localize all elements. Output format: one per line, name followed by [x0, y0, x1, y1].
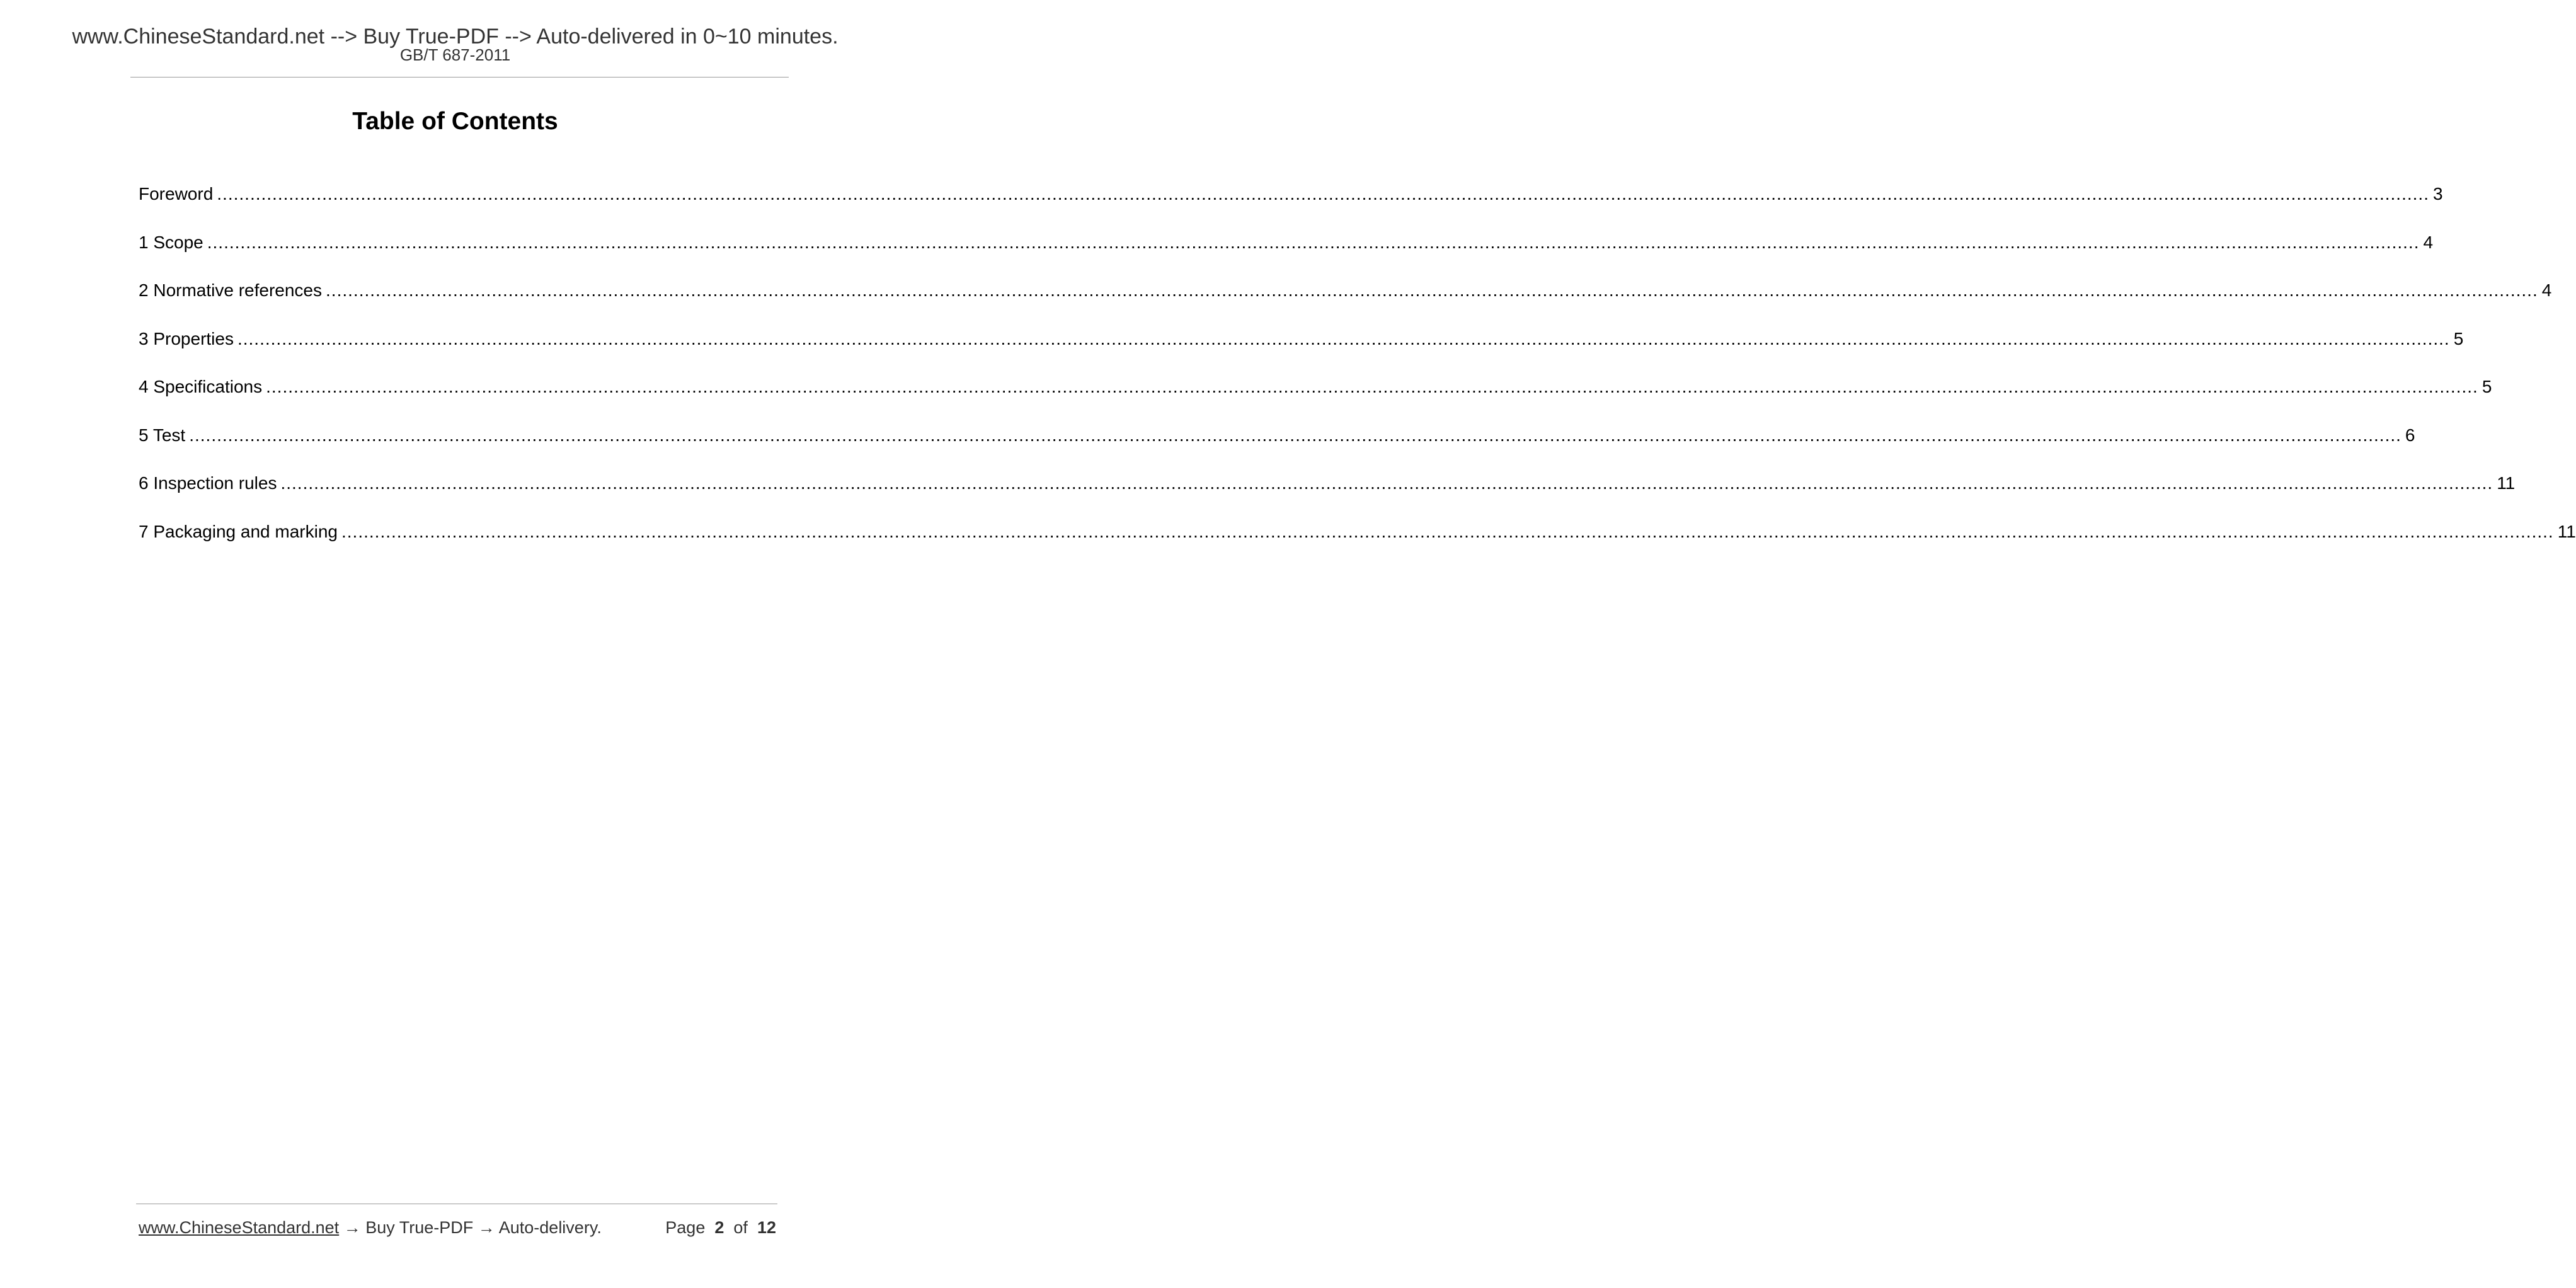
- toc-entry-page: 11: [2497, 473, 2516, 493]
- toc-dot-leader: ................................................................................................................................................................................................................................................................................................................................................................................................................: [280, 473, 2493, 493]
- toc-dot-leader: ................................................................................................................................................................................................................................................................................................................................................................................................................: [217, 184, 2429, 204]
- toc-entry-scope[interactable]: [139, 230, 2434, 279]
- toc-entry-packaging-and-marking[interactable]: [139, 519, 2576, 568]
- toc-dot-leader: ................................................................................................................................................................................................................................................................................................................................................................................................................: [189, 425, 2401, 445]
- toc-entry-page: 5: [2482, 377, 2492, 396]
- toc-entry-test[interactable]: [139, 423, 2415, 471]
- toc-entry-page: 5: [2453, 328, 2464, 348]
- of-word: of: [733, 1218, 748, 1237]
- toc-dot-leader: ................................................................................................................................................................................................................................................................................................................................................................................................................: [341, 521, 2554, 541]
- toc-entry-label: 1 Scope: [139, 232, 203, 252]
- toc-dot-leader: ................................................................................................................................................................................................................................................................................................................................................................................................................: [237, 328, 2450, 348]
- footer-site-link[interactable]: www.ChineseStandard.net: [139, 1218, 340, 1237]
- toc-title: Table of Contents: [352, 108, 558, 135]
- toc-entry-label: 4 Specifications: [139, 377, 263, 396]
- toc-entry-properties[interactable]: [139, 326, 2464, 375]
- document-code: GB/T 687-2011: [399, 45, 511, 64]
- toc-entry-inspection-rules[interactable]: [139, 471, 2516, 519]
- toc-entry-page: 4: [2541, 280, 2552, 300]
- total-page-count: 12: [757, 1218, 776, 1237]
- toc-list: [139, 181, 2576, 567]
- page-number-indicator: [665, 1215, 776, 1240]
- toc-entry-label: Foreword: [139, 184, 214, 204]
- header-divider: [130, 77, 789, 78]
- footer-promo: [139, 1215, 602, 1240]
- toc-entry-page: 6: [2405, 425, 2415, 445]
- toc-dot-leader: ................................................................................................................................................................................................................................................................................................................................................................................................................: [207, 232, 2420, 252]
- toc-entry-page: 11: [2557, 521, 2576, 541]
- toc-entry-page: 3: [2432, 184, 2443, 204]
- current-page-number: 2: [714, 1218, 724, 1237]
- top-banner: www.ChineseStandard.net --> Buy True-PDF --> Auto-delivered in 0~10 minutes.: [72, 25, 839, 49]
- toc-entry-label: 2 Normative references: [139, 280, 323, 300]
- toc-dot-leader: ................................................................................................................................................................................................................................................................................................................................................................................................................: [266, 377, 2478, 396]
- toc-entry-page: 4: [2423, 232, 2434, 252]
- toc-entry-label: 6 Inspection rules: [139, 473, 277, 493]
- page-word: Page: [665, 1218, 706, 1237]
- toc-entry-label: 3 Properties: [139, 328, 234, 348]
- page-footer: [139, 1215, 776, 1240]
- toc-entry-label: 7 Packaging and marking: [139, 521, 338, 541]
- toc-entry-label: 5 Test: [139, 425, 186, 445]
- toc-entry-specifications[interactable]: [139, 374, 2492, 423]
- toc-entry-normative-references[interactable]: [139, 278, 2552, 326]
- toc-dot-leader: ................................................................................................................................................................................................................................................................................................................................................................................................................: [326, 280, 2538, 300]
- footer-tagline: → Buy True-PDF → Auto-delivery.: [339, 1218, 602, 1237]
- toc-entry-foreword[interactable]: [139, 181, 2443, 230]
